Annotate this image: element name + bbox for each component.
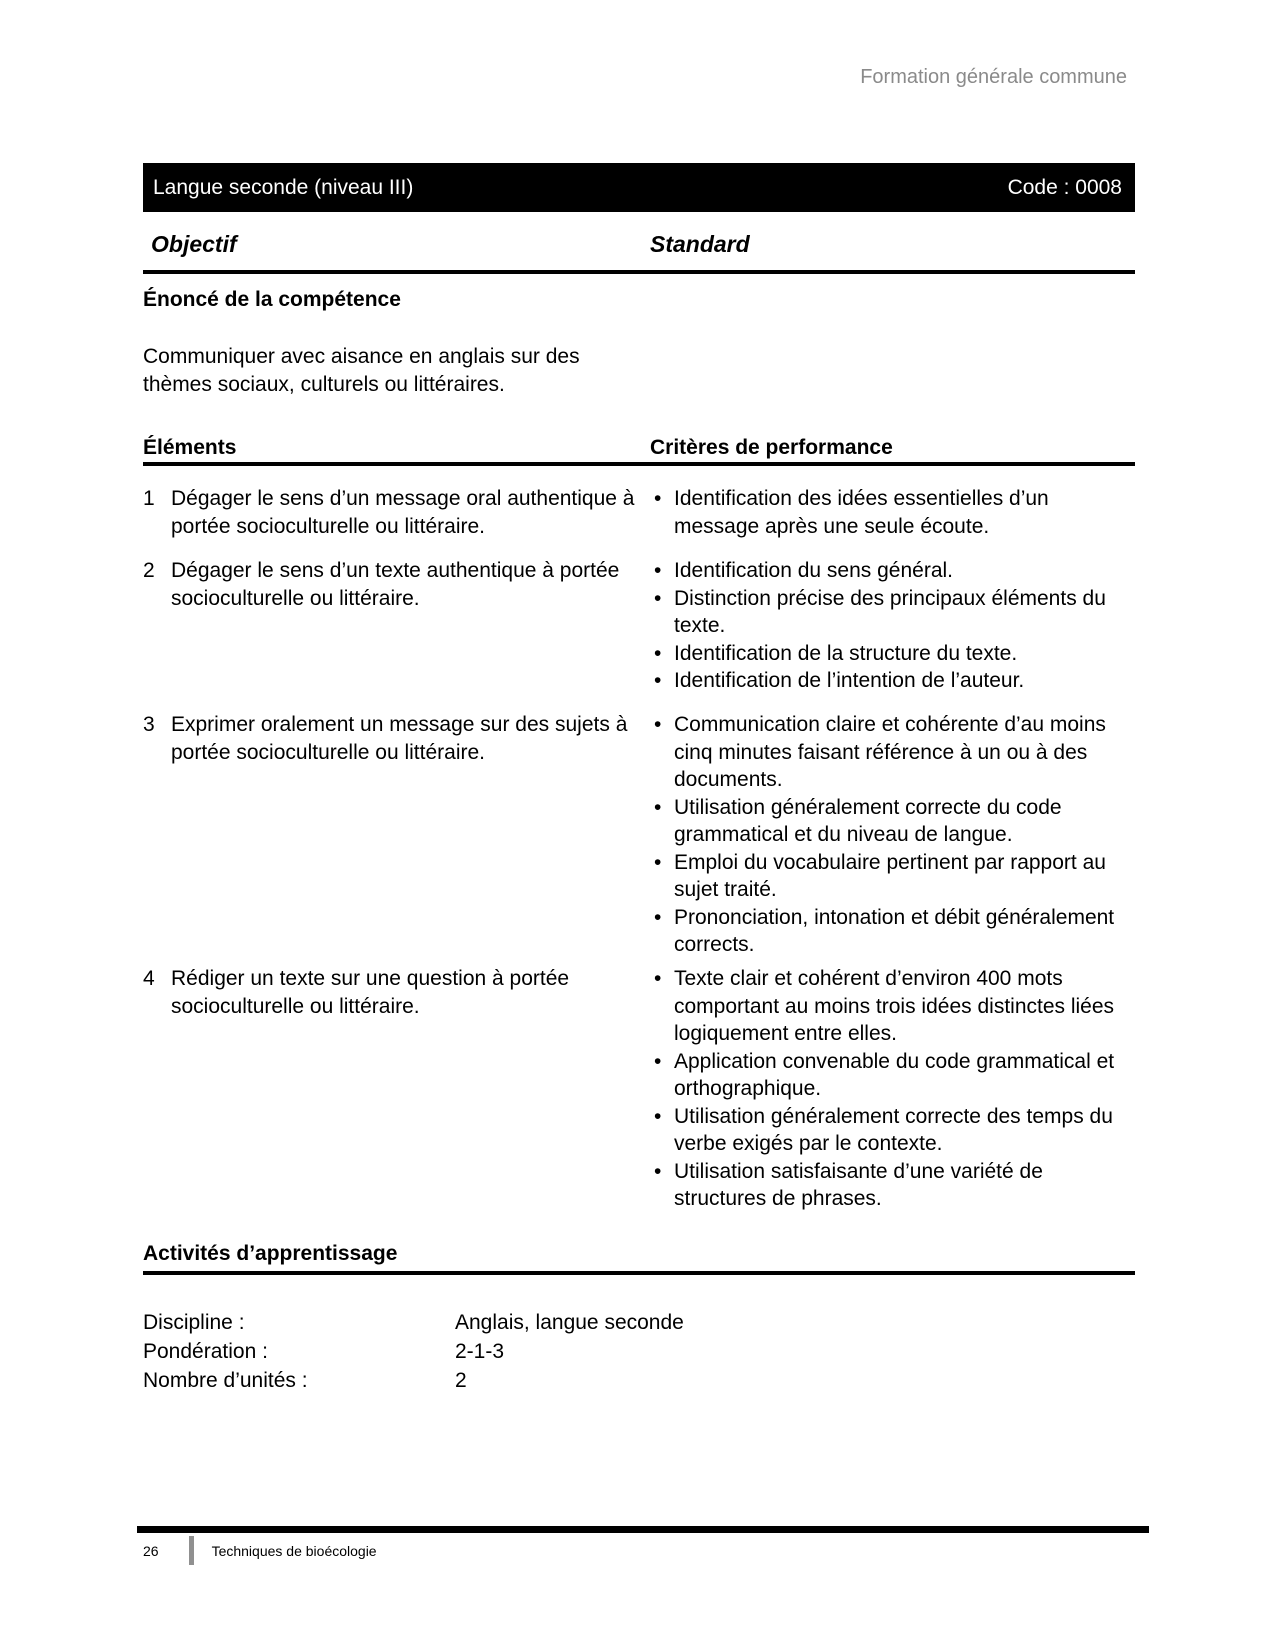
column-headers <box>143 231 1135 258</box>
section-divider <box>143 462 1135 466</box>
field-row-ponderation <box>143 1337 1135 1366</box>
criterion: • Texte clair et cohérent d’environ 400 mots comportant au moins trois idées distinctes liées logiquement entre elles. <box>650 965 1135 1048</box>
criterion: • Utilisation généralement correcte des temps du verbe exigés par le contexte. <box>650 1103 1135 1158</box>
criterion: • Emploi du vocabulaire pertinent par rapport au sujet traité. <box>650 849 1135 904</box>
criteria-list <box>650 711 1135 959</box>
field-value: 2-1-3 <box>455 1340 505 1363</box>
table-row <box>143 557 1135 695</box>
column-header-objectif: Objectif <box>151 231 237 257</box>
field-label: Discipline : <box>143 1311 245 1334</box>
criterion: • Identification du sens général. <box>650 557 1135 585</box>
element-cell <box>143 557 650 695</box>
element-text: Rédiger un texte sur une question à portée socioculturelle ou littéraire. <box>171 967 570 1018</box>
criterion: • Utilisation satisfaisante d’une variété de structures de phrases. <box>650 1158 1135 1213</box>
element-number: 3 <box>143 713 155 736</box>
criterion: • Identification de l’intention de l’auteur. <box>650 667 1135 695</box>
criterion: • Prononciation, intonation et débit généralement corrects. <box>650 904 1135 959</box>
field-row-unites <box>143 1366 1135 1395</box>
criterion: • Distinction précise des principaux éléments du texte. <box>650 585 1135 640</box>
field-label: Nombre d’unités : <box>143 1369 308 1392</box>
criterion: • Utilisation généralement correcte du code grammatical et du niveau de langue. <box>650 794 1135 849</box>
criteria-list <box>650 485 1135 540</box>
criterion: • Communication claire et cohérente d’au moins cinq minutes faisant référence à un ou à des documents. <box>650 711 1135 794</box>
criteria-list <box>650 965 1135 1213</box>
activites-heading: Activités d’apprentissage <box>143 1242 398 1265</box>
footer-divider-line <box>137 1526 1149 1533</box>
table-header-elements: Éléments <box>143 436 237 459</box>
element-text: Dégager le sens d’un texte authentique à portée socioculturelle ou littéraire. <box>171 559 620 610</box>
column-header-standard: Standard <box>650 231 750 257</box>
section-divider <box>143 270 1135 274</box>
element-number: 1 <box>143 487 155 510</box>
field-label: Pondération : <box>143 1340 268 1363</box>
enonce-heading: Énoncé de la compétence <box>143 288 401 311</box>
course-title: Langue seconde (niveau III) <box>153 175 414 199</box>
enonce-text: Communiquer avec aisance en anglais sur des thèmes sociaux, culturels ou littéraires. <box>143 345 580 396</box>
footer-program-name: Techniques de bioécologie <box>211 1542 377 1559</box>
element-text: Exprimer oralement un message sur des sujets à portée socioculturelle ou littéraire. <box>171 713 628 764</box>
element-cell <box>143 711 650 959</box>
field-row-discipline <box>143 1308 1135 1337</box>
criteria-list <box>650 557 1135 695</box>
element-cell <box>143 485 650 540</box>
table-row <box>143 965 1135 1213</box>
field-value: 2 <box>455 1369 467 1392</box>
footer-vertical-bar <box>189 1536 194 1565</box>
criterion: • Application convenable du code grammatical et orthographique. <box>650 1048 1135 1103</box>
page-number: 26 <box>143 1542 159 1559</box>
element-cell <box>143 965 650 1213</box>
element-text: Dégager le sens d’un message oral authentique à portée socioculturelle ou littéraire. <box>171 487 635 538</box>
course-code: Code : 0008 <box>1007 175 1122 199</box>
running-head: Formation générale commune <box>860 66 1127 88</box>
criterion: • Identification de la structure du texte. <box>650 640 1135 668</box>
page-footer <box>143 1536 377 1565</box>
element-number: 2 <box>143 559 155 582</box>
table-row <box>143 711 1135 959</box>
field-value: Anglais, langue seconde <box>455 1311 684 1334</box>
title-bar <box>143 163 1135 212</box>
table-row <box>143 485 1135 540</box>
section-divider <box>143 1271 1135 1275</box>
element-number: 4 <box>143 967 155 990</box>
criterion: • Identification des idées essentielles d’un message après une seule écoute. <box>650 485 1135 540</box>
course-details <box>143 1308 1135 1395</box>
table-headers <box>143 436 1135 460</box>
table-header-criteres: Critères de performance <box>650 436 893 459</box>
